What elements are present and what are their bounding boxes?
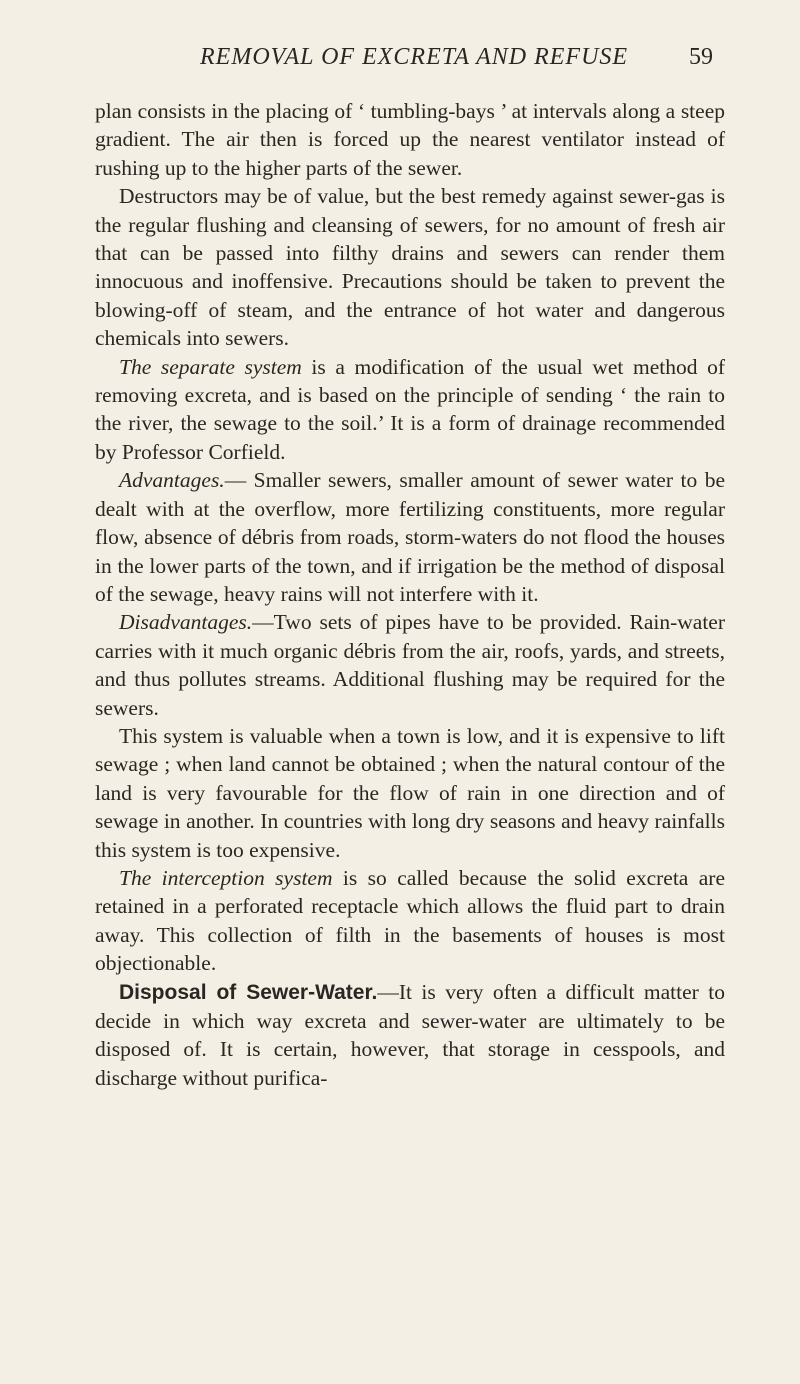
disposal-text: —It is very often a difficult matter to decide in which way excreta and sewer-water are ultimately to be disposed of. It is certain, however, that storage in cesspools, and discharge without purifica- bbox=[95, 979, 725, 1090]
page-header bbox=[0, 44, 800, 84]
separate-system-text: is a modification of the usual wet method of removing excreta, and is based on the principle of sending ‘ the rain to the river, the sewage to the soil.’ It is a form of drainage recommended by Professor Corfield. bbox=[95, 354, 725, 464]
disadvantages-text: —Two sets of pipes have to be provided. Rain-water carries with it much organic débris from the air, roofs, yards, and streets, and thus pollutes streams. Additional flushing may be required for the sewers. bbox=[95, 610, 725, 720]
interception-system-heading: The interception system bbox=[119, 865, 333, 890]
paragraph-separate-system bbox=[95, 353, 725, 467]
disadvantages-heading: Disadvantages. bbox=[119, 610, 253, 635]
separate-system-heading: The separate system bbox=[119, 354, 302, 379]
paragraph-destructors: Destructors may be of value, but the best remedy against sewer-gas is the regular flushing and cleansing of sewers, for no amount of fresh air that can be passed into filthy drains and sewers can render them innocuous and inoffensive. Precautions should be taken to prevent the blowing-off of steam, and the entrance of hot water and dangerous chemicals into sewers. bbox=[95, 184, 725, 351]
running-title: REMOVAL OF EXCRETA AND REFUSE bbox=[200, 44, 629, 70]
body-text bbox=[95, 97, 725, 1092]
advantages-heading: Advantages. bbox=[119, 468, 225, 493]
paragraph-interception-system bbox=[95, 864, 725, 978]
advantages-text: — Smaller sewers, smaller amount of sewer water to be dealt with at the overflow, more fertilizing constituents, more regular flow, absence of débris from roads, storm-waters do not flood the houses in the lower parts of the town, and if irrigation be the method of disposal of the sewage, heavy rains will not interfere with it. bbox=[95, 468, 725, 606]
page-number: 59 bbox=[689, 44, 713, 70]
interception-system-text: is so called because the solid excreta are retained in a perforated receptacle which allows the fluid part to drain away. This collection of filth in the basements of houses is most objectionable. bbox=[95, 865, 725, 976]
disposal-heading: Disposal of Sewer-Water. bbox=[119, 980, 378, 1004]
paragraph-system-value: This system is valuable when a town is low, and it is expensive to lift sewage ; when land cannot be obtained ; when the natural contour of the land is very favourable for the flow of rain in one direction and of sewage in another. In countries with long dry seasons and heavy rainfalls this system is too expensive. bbox=[95, 723, 725, 862]
paragraph-tumbling-bays: plan consists in the placing of ‘ tumbling-bays ’ at intervals along a steep gradient. The air then is forced up the nearest ventilator instead of rushing up to the higher parts of the sewer. bbox=[95, 99, 725, 180]
paragraph-disposal-sewer-water bbox=[95, 978, 725, 1093]
paragraph-advantages bbox=[95, 466, 725, 608]
paragraph-disadvantages bbox=[95, 608, 725, 722]
